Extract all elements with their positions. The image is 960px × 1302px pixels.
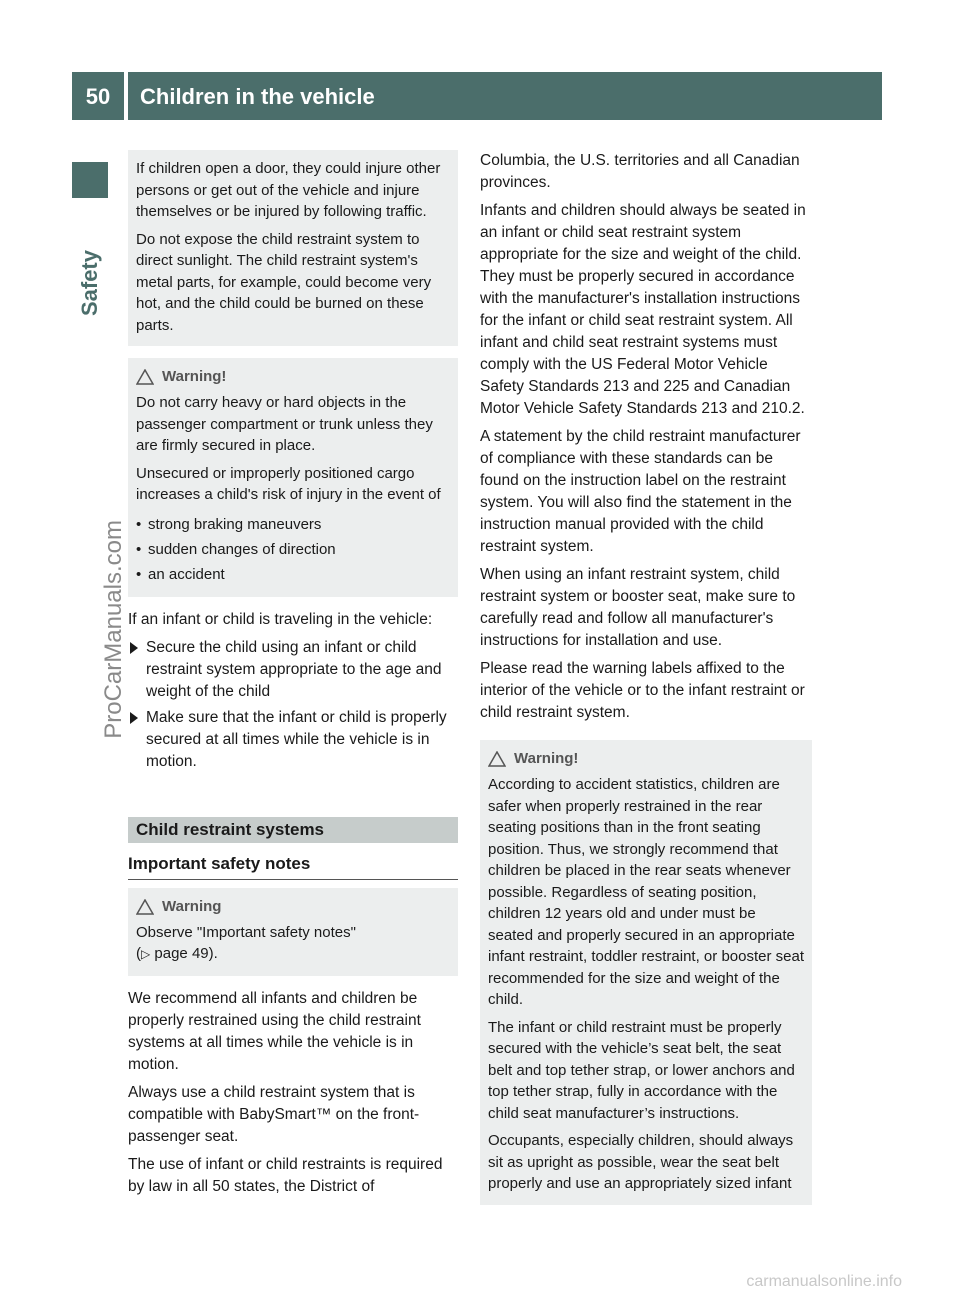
warning-triangle-icon: [136, 369, 154, 385]
section-tab-label: Safety: [77, 250, 102, 317]
instruction-step: Secure the child using an infant or child restraint system appropriate to the age and weight of the child: [128, 637, 458, 703]
watermark: ProCarManuals.com: [100, 520, 127, 739]
warning-label: Warning!: [514, 750, 579, 767]
page-title: Children in the vehicle: [140, 84, 375, 109]
bullet-list: [136, 512, 450, 587]
body-paragraph: We recommend all infants and children be properly restrained using the child restraint systems at all times while the vehicle is in motion.: [128, 989, 421, 1073]
section-heading: Child restraint systems: [128, 817, 458, 843]
footer-url: carmanualsonline.info: [746, 1273, 902, 1290]
warning-paragraph: According to accident statistics, children are safer when properly restrained in the rear seating positions than in the front seating position. Thus, we strongly recommend that children be placed in the rear seats whenever possible. Regardless of seating position, children 12 years old and under must be seated and properly secured in an appropriate infant restraint, toddler restraint, or booster seat recommended for the size and weight of the child.: [488, 776, 804, 1008]
right-column: [480, 150, 812, 1217]
warning-box: [128, 888, 458, 976]
page-reference-arrow-icon: ▷: [141, 947, 151, 961]
note-paragraph: If children open a door, they could injure other persons or get out of the vehicle and injure themselves or be injured by following traffic.: [136, 160, 441, 220]
warning-label: Warning!: [162, 368, 227, 385]
warning-label: Warning: [162, 897, 222, 915]
subheading: Important safety notes: [128, 843, 458, 880]
body-paragraph: If an infant or child is traveling in the vehicle:: [128, 610, 433, 628]
page-number: 50: [85, 84, 111, 109]
warning-paragraph: Do not carry heavy or hard objects in the passenger compartment or trunk unless they are firmly secured in place.: [136, 394, 433, 454]
header-separator: [124, 72, 128, 120]
warning-paragraph: Unsecured or improperly positioned cargo increases a child's risk of injury in the event of: [136, 464, 441, 503]
section-marker: [72, 162, 108, 198]
warning-paragraph: Observe "Important safety notes" (▷ page 49).: [136, 923, 356, 962]
body-paragraph: Please read the warning labels affixed to the interior of the vehicle or to the infant restraint or child restraint system.: [480, 660, 805, 721]
note-box: [128, 150, 458, 346]
warning-box: [128, 358, 458, 597]
list-item: • sudden changes of direction: [136, 540, 336, 558]
body-paragraph: When using an infant restraint system, child restraint system or booster seat, make sure to carefully read and follow all manufacturer's instructions for installation and use.: [480, 566, 796, 649]
step-arrow-icon: [130, 642, 138, 654]
warning-box: [480, 740, 812, 1205]
instruction-step: Make sure that the infant or child is properly secured at all times while the vehicle is in motion.: [128, 707, 458, 773]
list-item: • strong braking maneuvers: [136, 515, 322, 533]
left-column: [128, 150, 458, 1204]
body-paragraph: Columbia, the U.S. territories and all Canadian provinces.: [480, 152, 800, 191]
step-arrow-icon: [130, 712, 138, 724]
warning-triangle-icon: [488, 751, 506, 767]
warning-triangle-icon: [136, 899, 154, 915]
list-item: • an accident: [136, 565, 225, 583]
warning-paragraph: Occupants, especially children, should always sit as upright as possible, wear the seat belt properly and use an appropriately sized infant: [488, 1132, 794, 1192]
body-paragraph: The use of infant or child restraints is required by law in all 50 states, the District of: [128, 1155, 443, 1195]
body-paragraph: A statement by the child restraint manufacturer of compliance with these standards can be found on the instruction label on the restraint system. You will also find the statement in the instruction manual provided with the child restraint system.: [480, 428, 801, 555]
body-paragraph: Always use a child restraint system that is compatible with BabySmart™ on the front-passenger seat.: [128, 1083, 420, 1145]
warning-paragraph: The infant or child restraint must be properly secured with the vehicle’s seat belt, the seat belt and top tether strap, or lower anchors and top tether strap, fully in accordance with the child seat manufacturer’s instructions.: [488, 1018, 795, 1122]
note-paragraph: Do not expose the child restraint system to direct sunlight. The child restraint system's metal parts, for example, could become very hot, and the child could be burned on these parts.: [136, 230, 432, 334]
body-paragraph: Infants and children should always be seated in an infant or child seat restraint system appropriate for the size and weight of the child. They must be properly secured in accordance with the manufacturer's installation instructions for the infant or child seat restraint system. All infant and child seat restraint systems must comply with the US Federal Motor Vehicle Safety Standards 213 and 225 and Canadian Motor Vehicle Safety Standards 213 and 210.2.: [480, 202, 806, 417]
page-reference-link[interactable]: page 49).: [150, 945, 218, 962]
